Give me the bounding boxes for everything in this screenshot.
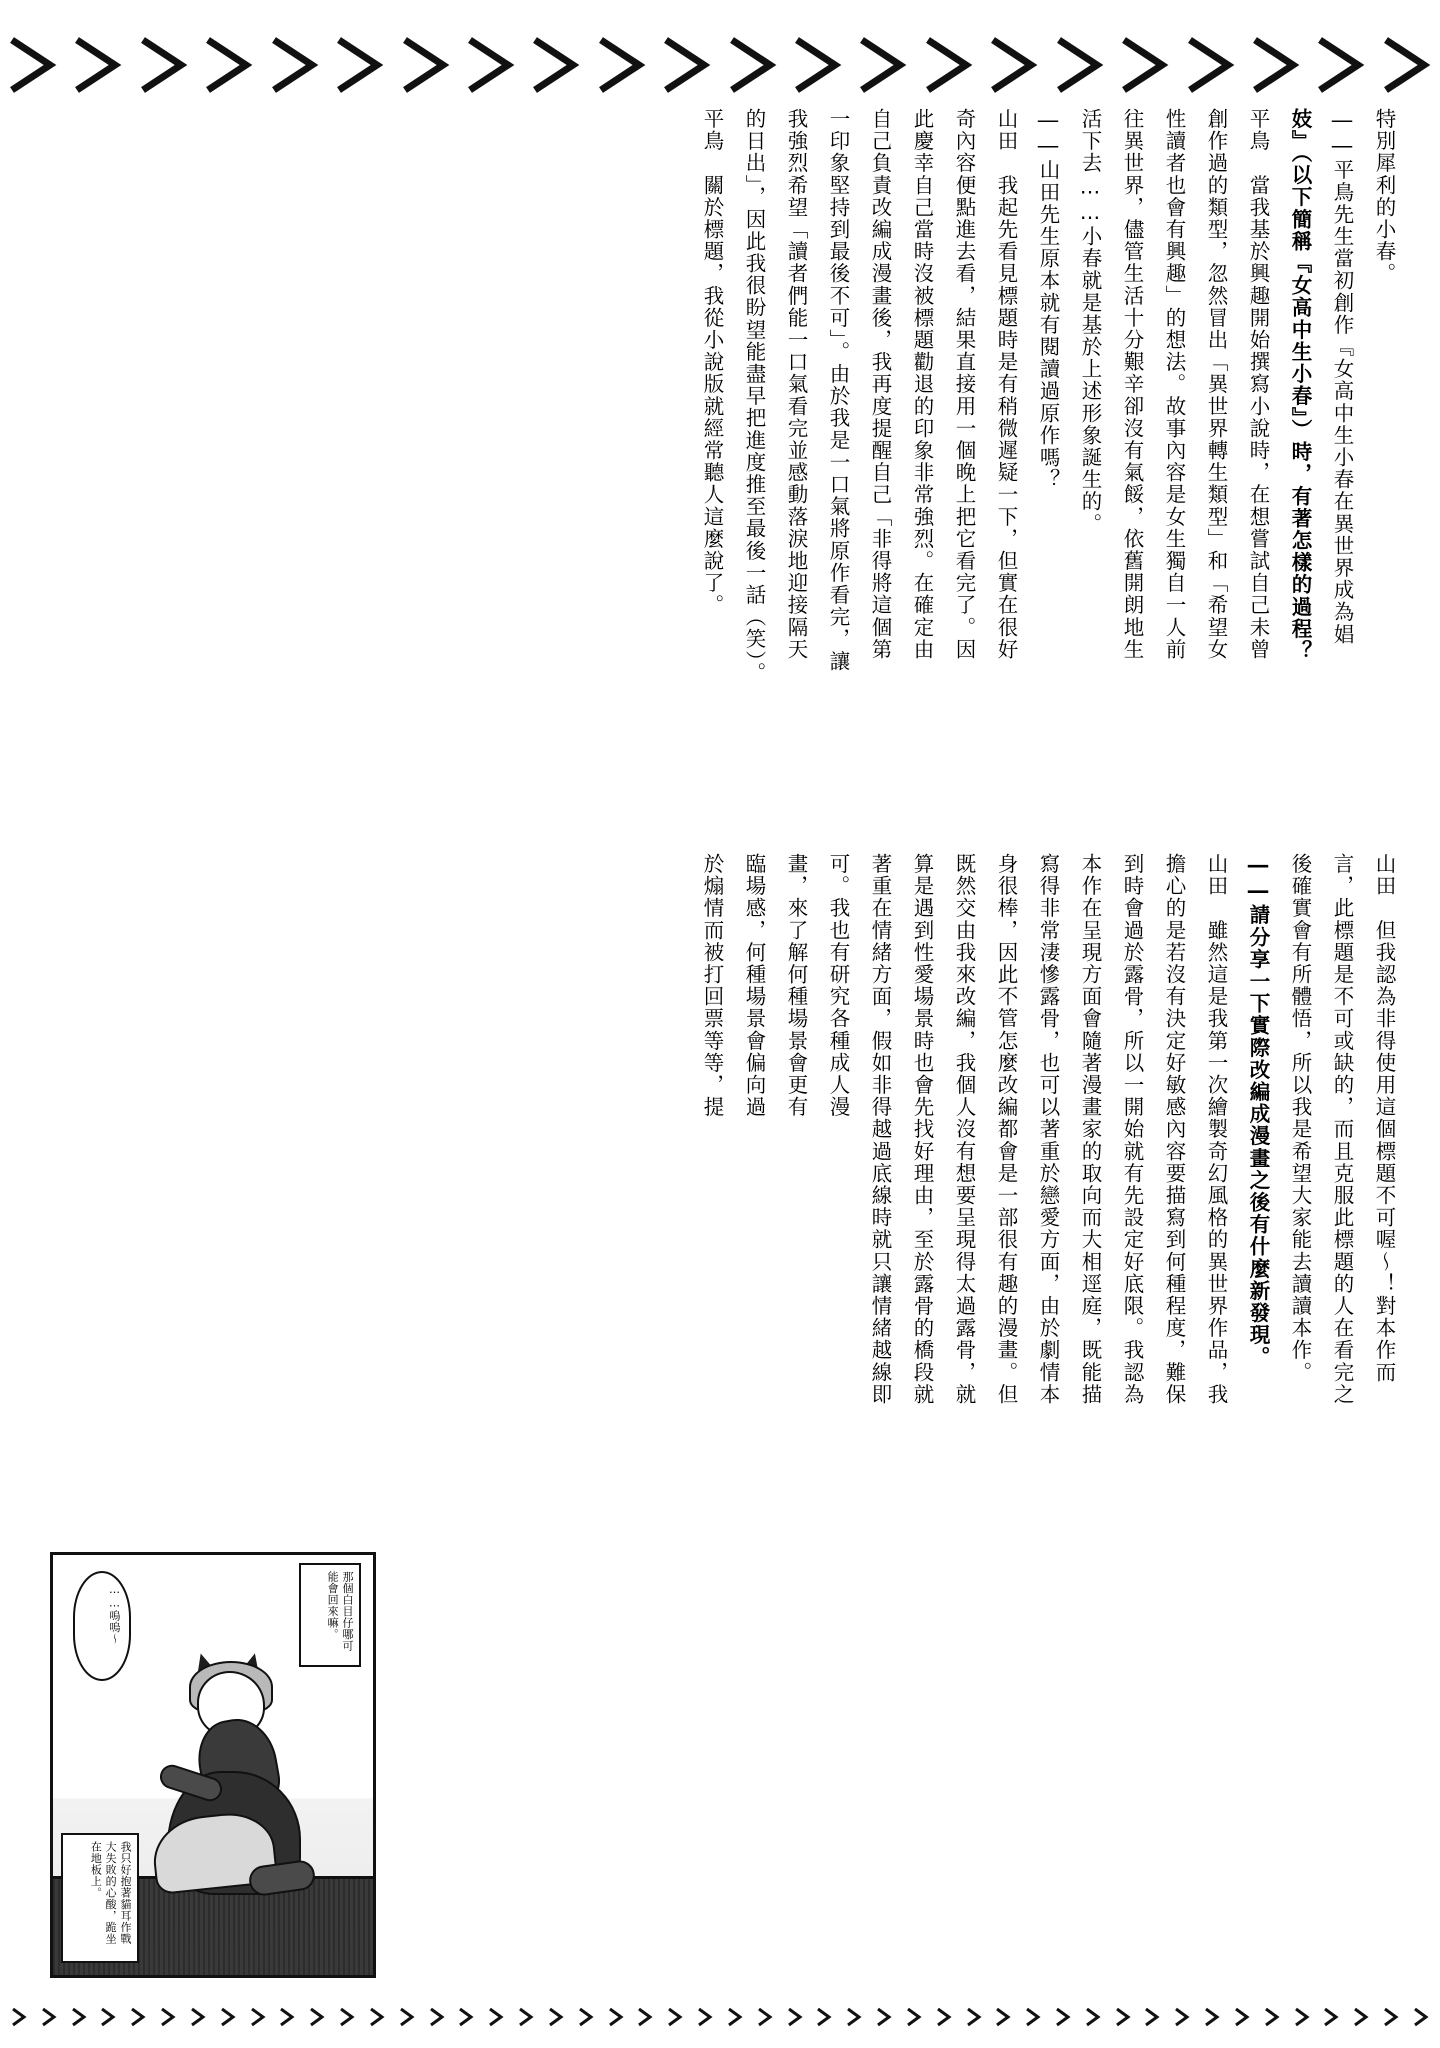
chevron-icon xyxy=(1053,34,1107,96)
text-column: 平鳥 當我基於興趣開始撰寫小說時，在想嘗試自己未曾 xyxy=(1246,108,1270,661)
text-column: 臨場感，何種場景會偏向過 xyxy=(742,853,766,1119)
chevron-icon xyxy=(696,2006,714,2028)
chevron-icon xyxy=(529,34,583,96)
text-column: 平鳥 關於標題，我從小說版就經常聽人這麼說了。 xyxy=(700,108,724,617)
chevron-icon xyxy=(1024,2006,1042,2028)
chevron-icon xyxy=(338,2006,356,2028)
chevron-icon xyxy=(1249,34,1303,96)
text-column: 後確實會有所體悟，所以我是希望大家能去讀讀本作。 xyxy=(1288,853,1312,1384)
chevron-icon xyxy=(70,2006,88,2028)
chevron-icon xyxy=(815,2006,833,2028)
chevron-icon xyxy=(1382,2006,1400,2028)
chevron-icon xyxy=(399,34,453,96)
text-column: 山田 我起先看見標題時是有稍微遲疑一下，但實在很好 xyxy=(994,108,1018,661)
speech-bubble: ……嗚嗚～ xyxy=(73,1571,131,1681)
chevron-icon xyxy=(856,34,910,96)
text-column: 山田 雖然這是我第一次繪製奇幻風格的異世界作品，我 xyxy=(1204,853,1228,1406)
text-column: 言，此標題是不可或缺的，而且克服此標題的人在看完之 xyxy=(1330,853,1354,1406)
chevron-icon xyxy=(1118,34,1172,96)
chevron-icon xyxy=(1263,2006,1281,2028)
chevron-icon xyxy=(1352,2006,1370,2028)
chevron-icon xyxy=(1203,2006,1221,2028)
chevron-icon xyxy=(577,2006,595,2028)
text-column: ――請分享一下實際改編成漫畫之後有什麼新發現。 xyxy=(1246,853,1270,1369)
chevron-icon xyxy=(922,34,976,96)
chevron-icon xyxy=(1233,2006,1251,2028)
chevron-icon xyxy=(1322,2006,1340,2028)
bottom-chevron-decoration xyxy=(0,2004,1440,2030)
chevron-icon xyxy=(636,2006,654,2028)
chevron-icon xyxy=(71,34,125,96)
text-column: 一印象堅持到最後不可」。由於我是一口氣將原作看完，讓 xyxy=(826,108,850,673)
chevron-icon xyxy=(987,34,1041,96)
caption-box: 我只好抱著貓耳作戰大失敗的心酸，跪坐在地板上。 xyxy=(61,1833,139,1963)
chevron-icon xyxy=(1380,34,1434,96)
chevron-icon xyxy=(268,34,322,96)
text-column: 既然交由我來改編，我個人沒有想要呈現得太過露骨，就 xyxy=(952,853,976,1406)
chevron-icon xyxy=(756,2006,774,2028)
text-column: 畫，來了解何種場景會更有 xyxy=(784,853,808,1119)
text-column: 擔心的是若沒有決定好敏感內容要描寫到何種程度，難保 xyxy=(1162,853,1186,1406)
chevron-icon xyxy=(487,2006,505,2028)
chevron-icon xyxy=(278,2006,296,2028)
chevron-icon xyxy=(129,2006,147,2028)
text-column: 自己負責改編成漫畫後，我再度提醒自己「非得將這個第 xyxy=(868,108,892,661)
text-column: 創作過的類型，忽然冒出「異世界轉生類型」和「希望女 xyxy=(1204,108,1228,661)
chevron-icon xyxy=(660,34,714,96)
chevron-icon xyxy=(905,2006,923,2028)
chevron-icon xyxy=(1314,34,1368,96)
chevron-icon xyxy=(202,34,256,96)
chevron-icon xyxy=(137,34,191,96)
chevron-icon xyxy=(607,2006,625,2028)
chevron-icon xyxy=(1114,2006,1132,2028)
chevron-icon xyxy=(398,2006,416,2028)
chevron-icon xyxy=(845,2006,863,2028)
chevron-icon xyxy=(1412,2006,1430,2028)
text-column: 著重在情緒方面，假如非得越過底線時就只讓情緒越線即 xyxy=(868,853,892,1406)
chevron-icon xyxy=(1173,2006,1191,2028)
text-column: 此慶幸自己當時沒被標題勸退的印象非常強烈。在確定由 xyxy=(910,108,934,661)
chevron-icon xyxy=(40,2006,58,2028)
text-column: 本作在呈現方面會隨著漫畫家的取向而大相逕庭，既能描 xyxy=(1078,853,1102,1406)
chevron-icon xyxy=(99,2006,117,2028)
chevron-icon xyxy=(791,34,845,96)
chevron-icon xyxy=(1184,34,1238,96)
text-column: 算是遇到性愛場景時也會先找好理由，至於露骨的橋段就 xyxy=(910,853,934,1406)
text-column: 可。我也有研究各種成人漫 xyxy=(826,853,850,1119)
chevron-icon xyxy=(249,2006,267,2028)
chevron-icon xyxy=(1293,2006,1311,2028)
text-column: 身很棒，因此不管怎麼改編都會是一部很有趣的漫畫。但 xyxy=(994,853,1018,1406)
speech-bubble: 那個白目仔哪可能會回來嘛。 xyxy=(299,1563,361,1667)
character-illustration xyxy=(145,1645,313,1895)
chevron-icon xyxy=(6,34,60,96)
text-column: 到時會過於露骨，所以一開始就有先設定好底限。我認為 xyxy=(1120,853,1144,1406)
text-column: 往異世界，儘管生活十分艱辛卻沒有氣餒，依舊開朗地生 xyxy=(1120,108,1144,661)
chevron-icon xyxy=(308,2006,326,2028)
chevron-icon xyxy=(595,34,649,96)
text-column: 特別犀利的小春。 xyxy=(1372,108,1396,285)
chevron-icon xyxy=(333,34,387,96)
top-chevron-decoration xyxy=(0,30,1440,100)
chevron-icon xyxy=(1143,2006,1161,2028)
chevron-icon xyxy=(935,2006,953,2028)
manga-illustration-panel xyxy=(50,1552,376,1978)
chevron-icon xyxy=(457,2006,475,2028)
chevron-icon xyxy=(786,2006,804,2028)
text-column: 妓』（以下簡稱『女高中生小春』）時，有著怎樣的過程？ xyxy=(1288,108,1312,663)
text-column: 我強烈希望「讀者們能一口氣看完並感動落淚地迎接隔天 xyxy=(784,108,808,661)
text-column: ――平鳥先生當初創作『女高中生小春在異世界成為娼 xyxy=(1330,108,1354,646)
chevron-icon xyxy=(428,2006,446,2028)
chevron-icon xyxy=(994,2006,1012,2028)
chevron-icon xyxy=(1084,2006,1102,2028)
chevron-icon xyxy=(517,2006,535,2028)
chevron-icon xyxy=(10,2006,28,2028)
text-column: 的日出」，因此我很盼望能盡早把進度推至最後一話（笑）。 xyxy=(742,108,766,685)
chevron-icon xyxy=(464,34,518,96)
chevron-icon xyxy=(666,2006,684,2028)
text-column: 活下去……小春就是基於上述形象誕生的。 xyxy=(1078,108,1102,535)
chevron-icon xyxy=(726,34,780,96)
text-column: 奇內容便點進去看，結果直接用一個晚上把它看完了。因 xyxy=(952,108,976,661)
chevron-icon xyxy=(965,2006,983,2028)
text-column: 於煽情而被打回票等等，提 xyxy=(700,853,724,1119)
text-column: 寫得非常淒慘露骨，也可以著重於戀愛方面，由於劇情本 xyxy=(1036,853,1060,1406)
text-column: 性讀者也會有興趣」的想法。故事內容是女生獨自一人前 xyxy=(1162,108,1186,661)
chevron-icon xyxy=(875,2006,893,2028)
text-column: ――山田先生原本就有閱讀過原作嗎？ xyxy=(1036,108,1060,491)
interview-body xyxy=(40,108,1400,1988)
chevron-icon xyxy=(726,2006,744,2028)
chevron-icon xyxy=(1054,2006,1072,2028)
chevron-icon xyxy=(547,2006,565,2028)
chevron-icon xyxy=(159,2006,177,2028)
chevron-icon xyxy=(219,2006,237,2028)
text-column: 山田 但我認為非得使用這個標題不可喔～！對本作而 xyxy=(1372,853,1396,1384)
chevron-icon xyxy=(368,2006,386,2028)
chevron-icon xyxy=(189,2006,207,2028)
